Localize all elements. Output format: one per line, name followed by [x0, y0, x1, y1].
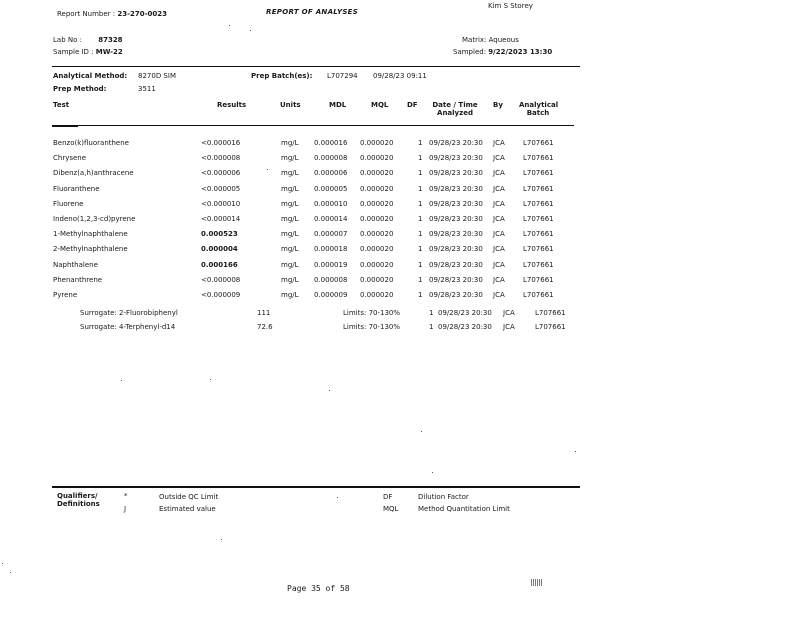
table-row [0, 200, 800, 212]
surrogate-limits: Limits: 70-130% [343, 323, 401, 331]
qualifier-desc2-1: Dilution Factor [418, 493, 469, 501]
qualifier-desc-2: Estimated value [159, 505, 216, 513]
cell-batch: L707661 [523, 260, 554, 269]
scan-speck [229, 25, 230, 26]
scan-speck [121, 380, 122, 381]
table-header-rule [52, 125, 574, 126]
cell-units: mg/L [281, 154, 299, 163]
cell-units: mg/L [281, 199, 299, 208]
cell-test: Fluoranthene [53, 184, 100, 193]
cell-test: Benzo(k)fluoranthene [53, 139, 129, 147]
qualifier-code2-1: DF [383, 493, 393, 501]
sampled-value: 9/22/2023 13:30 [488, 48, 553, 56]
cell-units: mg/L [281, 184, 299, 193]
cell-mql: 0.000020 [360, 169, 394, 178]
col-header-units: Units [280, 101, 301, 109]
cell-test: Chrysene [53, 154, 87, 163]
cell-by: JCA [493, 230, 505, 239]
cell-df: 1 [418, 260, 423, 269]
cell-datetime: 09/28/23 20:30 [429, 169, 483, 178]
col-header-test: Test [53, 101, 70, 109]
surrogate-by: JCA [503, 309, 515, 317]
cell-mql: 0.000020 [360, 199, 394, 208]
surrogate-batch: L707661 [535, 309, 566, 317]
analyst-name: Kim S Storey [488, 2, 533, 10]
cell-datetime: 09/28/23 20:30 [429, 230, 483, 239]
cell-result: 0.000004 [201, 245, 238, 254]
surrogate-value: 72.6 [257, 323, 273, 331]
surrogate-df: 1 [429, 323, 434, 331]
cell-test: Naphthalene [53, 260, 98, 269]
cell-result: <0.000009 [201, 291, 241, 299]
table-row [0, 276, 800, 288]
cell-units: mg/L [281, 260, 299, 269]
cell-mql: 0.000020 [360, 215, 394, 223]
cell-units: mg/L [281, 169, 299, 178]
cell-df: 1 [418, 215, 423, 223]
scan-speck [210, 379, 211, 380]
sample-id-value: MW-22 [95, 48, 123, 56]
cell-batch: L707661 [523, 169, 554, 178]
surrogate-value: 111 [257, 309, 271, 317]
surrogate-batch: L707661 [535, 323, 566, 331]
cell-batch: L707661 [523, 139, 554, 147]
qualifiers-divider [52, 486, 580, 488]
surrogate-name: Surrogate: 4-Terphenyl-d14 [80, 323, 176, 331]
cell-by: JCA [493, 139, 505, 147]
cell-mdl: 0.000008 [314, 154, 348, 163]
scan-speck [221, 539, 222, 540]
qualifier-desc2-2: Method Quantitation Limit [418, 505, 510, 513]
prep-batch-date: 09/28/23 09:11 [373, 72, 427, 80]
cell-mql: 0.000020 [360, 245, 394, 254]
matrix [462, 36, 519, 44]
qualifier-desc-1: Outside QC Limit [159, 493, 219, 501]
scan-speck [10, 572, 11, 573]
cell-batch: L707661 [523, 215, 554, 223]
cell-units: mg/L [281, 215, 299, 223]
cell-test: Fluorene [53, 199, 84, 208]
cell-test: Dibenz(a,h)anthracene [53, 169, 134, 178]
scan-speck [267, 169, 268, 170]
cell-batch: L707661 [523, 184, 554, 193]
cell-batch: L707661 [523, 230, 554, 239]
cell-mql: 0.000020 [360, 291, 394, 299]
scan-speck [432, 472, 433, 473]
cell-df: 1 [418, 139, 423, 147]
sampled-label: Sampled: [453, 48, 487, 56]
cell-test: 2-Methylnaphthalene [53, 245, 128, 254]
table-row [0, 261, 800, 273]
table-row [0, 230, 800, 242]
qualifier-code2-2: MQL [383, 505, 399, 513]
matrix-label: Matrix: [462, 36, 487, 44]
cell-datetime: 09/28/23 20:30 [429, 291, 483, 299]
cell-result: <0.000014 [201, 215, 241, 223]
cell-df: 1 [418, 291, 423, 299]
cell-by: JCA [493, 245, 505, 254]
sample-id-label: Sample ID : [53, 48, 94, 56]
cell-result: <0.000005 [201, 184, 241, 193]
cell-mdl: 0.000019 [314, 260, 348, 269]
scan-speck [337, 497, 338, 498]
scan-mark [531, 579, 543, 586]
cell-batch: L707661 [523, 291, 554, 299]
cell-result: <0.000006 [201, 169, 241, 178]
cell-df: 1 [418, 154, 423, 163]
cell-batch: L707661 [523, 199, 554, 208]
cell-by: JCA [493, 199, 505, 208]
cell-mdl: 0.000006 [314, 169, 348, 178]
cell-df: 1 [418, 199, 423, 208]
sample-id [53, 48, 123, 56]
cell-mdl: 0.000007 [314, 230, 348, 239]
cell-result: <0.000010 [201, 199, 241, 208]
qualifier-code-2: J [124, 505, 127, 513]
cell-df: 1 [418, 275, 423, 284]
table-row [0, 154, 800, 166]
surrogate-limits: Limits: 70-130% [343, 309, 401, 317]
cell-datetime: 09/28/23 20:30 [429, 139, 483, 147]
col-header-datetime: Date / Time Analyzed [432, 101, 478, 117]
table-row [0, 245, 800, 257]
cell-mql: 0.000020 [360, 230, 394, 239]
surrogate-name: Surrogate: 2-Fluorobiphenyl [80, 309, 178, 317]
cell-test: Phenanthrene [53, 275, 103, 284]
cell-df: 1 [418, 169, 423, 178]
lab-no [53, 36, 123, 44]
col-header-mql: MQL [371, 101, 389, 109]
cell-by: JCA [493, 275, 505, 284]
cell-mdl: 0.000014 [314, 215, 348, 223]
surrogate-datetime: 09/28/23 20:30 [438, 309, 492, 317]
cell-batch: L707661 [523, 275, 554, 284]
cell-result: 0.000523 [201, 230, 238, 239]
cell-mdl: 0.000010 [314, 199, 348, 208]
col-header-batch: Analytical Batch [519, 101, 559, 117]
prep-batch-value: L707294 [327, 72, 358, 80]
prep-method-value: 3511 [138, 85, 156, 93]
table-row [0, 291, 800, 303]
cell-mdl: 0.000016 [314, 139, 348, 147]
scan-speck [575, 451, 576, 452]
col-header-df: DF [407, 101, 418, 109]
cell-units: mg/L [281, 275, 299, 284]
table-header-rule-accent [52, 126, 78, 127]
cell-mql: 0.000020 [360, 260, 394, 269]
cell-batch: L707661 [523, 245, 554, 254]
cell-datetime: 09/28/23 20:30 [429, 260, 483, 269]
table-row [0, 169, 800, 181]
cell-result: <0.000008 [201, 275, 241, 284]
report-number-label: Report Number : [57, 10, 116, 18]
scan-speck [250, 30, 251, 31]
cell-mdl: 0.000018 [314, 245, 348, 254]
lab-no-label: Lab No : [53, 36, 82, 44]
cell-datetime: 09/28/23 20:30 [429, 184, 483, 193]
cell-mdl: 0.000005 [314, 184, 348, 193]
analytical-method-value: 8270D SIM [138, 72, 176, 80]
cell-result: 0.000166 [201, 260, 238, 269]
scan-speck [2, 563, 3, 564]
cell-datetime: 09/28/23 20:30 [429, 275, 483, 284]
cell-by: JCA [493, 154, 505, 163]
prep-batch-label: Prep Batch(es): [251, 72, 313, 80]
qualifier-code-1: * [124, 492, 128, 500]
matrix-value: Aqueous [488, 36, 519, 44]
page-number: Page 35 of 58 [287, 584, 350, 593]
cell-df: 1 [418, 184, 423, 193]
scan-speck [421, 431, 422, 432]
col-header-mdl: MDL [329, 101, 347, 109]
cell-by: JCA [493, 169, 505, 178]
scan-speck [329, 390, 330, 391]
table-row [0, 185, 800, 197]
table-row [0, 215, 800, 227]
surrogate-row [0, 323, 800, 335]
cell-units: mg/L [281, 230, 299, 239]
cell-units: mg/L [281, 139, 299, 147]
cell-mql: 0.000020 [360, 184, 394, 193]
cell-datetime: 09/28/23 20:30 [429, 245, 483, 254]
report-number-value: 23-270-0023 [117, 10, 168, 18]
header-divider [52, 66, 580, 67]
cell-mdl: 0.000009 [314, 291, 348, 299]
cell-test: 1-Methylnaphthalene [53, 230, 128, 239]
cell-result: <0.000008 [201, 154, 241, 163]
surrogate-datetime: 09/28/23 20:30 [438, 323, 492, 331]
cell-units: mg/L [281, 291, 299, 299]
cell-mql: 0.000020 [360, 139, 394, 147]
surrogate-by: JCA [503, 323, 515, 331]
col-header-results: Results [217, 101, 247, 109]
cell-mql: 0.000020 [360, 275, 394, 284]
surrogate-row [0, 309, 800, 321]
cell-mdl: 0.000008 [314, 275, 348, 284]
report-title: REPORT OF ANALYSES [266, 8, 359, 16]
surrogate-df: 1 [429, 309, 434, 317]
lab-no-value: 87328 [98, 36, 123, 44]
qualifiers-label: Qualifiers/ Definitions [57, 492, 100, 508]
cell-datetime: 09/28/23 20:30 [429, 215, 483, 223]
cell-test: Indeno(1,2,3-cd)pyrene [53, 215, 136, 223]
sampled [453, 48, 552, 56]
cell-units: mg/L [281, 245, 299, 254]
col-header-by: By [493, 101, 503, 109]
cell-by: JCA [493, 260, 505, 269]
cell-by: JCA [493, 215, 505, 223]
cell-datetime: 09/28/23 20:30 [429, 154, 483, 163]
cell-df: 1 [418, 245, 423, 254]
cell-datetime: 09/28/23 20:30 [429, 199, 483, 208]
prep-method-label: Prep Method: [53, 85, 107, 93]
table-row [0, 139, 800, 151]
report-number [57, 10, 167, 18]
cell-by: JCA [493, 184, 505, 193]
cell-result: <0.000016 [201, 139, 241, 147]
cell-batch: L707661 [523, 154, 554, 163]
cell-test: Pyrene [53, 291, 78, 299]
cell-df: 1 [418, 230, 423, 239]
cell-mql: 0.000020 [360, 154, 394, 163]
analytical-method-label: Analytical Method: [53, 72, 128, 80]
cell-by: JCA [493, 291, 505, 299]
